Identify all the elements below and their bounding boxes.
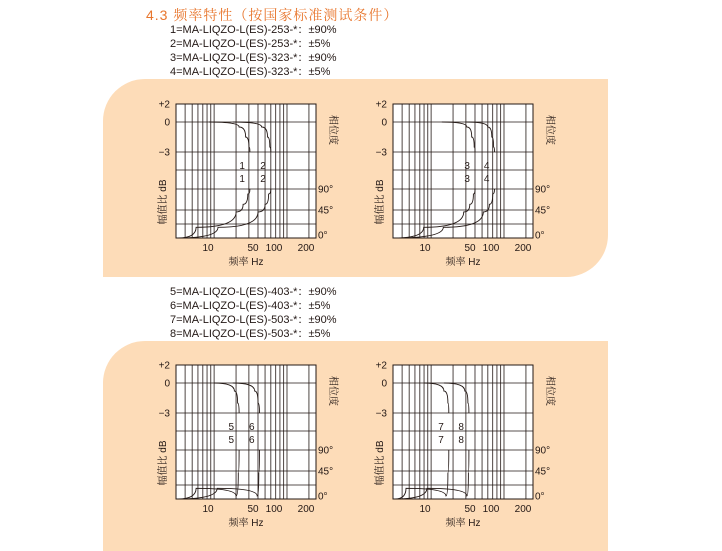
y-tick-label: +2 (375, 99, 387, 111)
curve-label: 2 (260, 161, 266, 172)
y2-tick-label: 0° (535, 491, 545, 503)
curve-label: 3 (464, 161, 470, 172)
y2-axis-label: 相位度 (544, 376, 555, 406)
x-axis-label: 频率 Hz (228, 518, 264, 529)
y-tick-label: 0 (164, 117, 170, 129)
y2-tick-label: 90° (318, 445, 334, 457)
curve-label: 2 (260, 174, 266, 185)
model-list-a (170, 23, 337, 79)
curve-label: 7 (438, 422, 444, 433)
y-axis-label: 幅值比 dB (375, 179, 386, 225)
y2-tick-label: 90° (535, 184, 551, 196)
y-tick-label: 0 (381, 117, 387, 129)
x-tick-label: 100 (265, 504, 283, 515)
x-tick-label: 100 (265, 243, 283, 254)
curve-label: 8 (458, 435, 464, 446)
y-tick-label: +2 (158, 99, 170, 111)
x-tick-label: 50 (247, 504, 259, 515)
y2-axis-label: 相位度 (327, 115, 338, 145)
y-tick-label: −3 (375, 408, 387, 420)
x-tick-label: 200 (514, 243, 532, 254)
curve-label: 4 (483, 174, 490, 185)
y-tick-label: −3 (158, 408, 170, 420)
x-tick-label: 100 (482, 243, 500, 254)
model-line: 2=MA-LIQZO-L(ES)-253-*：±5% (170, 38, 331, 50)
plot-frame (176, 365, 316, 499)
y2-tick-label: 45° (535, 205, 551, 217)
frequency-chart-1-2 (150, 94, 340, 269)
model-line: 4=MA-LIQZO-L(ES)-323-*：±5% (170, 66, 331, 78)
y2-axis-label: 相位度 (544, 115, 555, 145)
x-axis-label: 频率 Hz (445, 257, 481, 268)
curve-label: 8 (458, 422, 464, 433)
y-tick-label: 0 (381, 378, 387, 390)
x-tick-label: 10 (419, 504, 431, 515)
curve-label: 3 (464, 174, 470, 185)
y2-tick-label: 90° (535, 445, 551, 457)
x-tick-label: 10 (202, 243, 214, 254)
model-line: 1=MA-LIQZO-L(ES)-253-*：±90% (170, 24, 337, 36)
model-line: 7=MA-LIQZO-L(ES)-503-*：±90% (170, 314, 337, 326)
y2-tick-label: 0° (318, 491, 328, 503)
x-tick-label: 200 (297, 243, 315, 254)
y-tick-label: −3 (158, 147, 170, 159)
y2-tick-label: 90° (318, 184, 334, 196)
curve-label: 1 (239, 161, 245, 172)
model-list-b (170, 285, 337, 341)
curve-label: 5 (228, 435, 235, 446)
frequency-chart-7-8 (367, 355, 557, 530)
x-tick-label: 10 (202, 504, 214, 515)
y-axis-label: 幅值比 dB (375, 440, 386, 486)
x-tick-label: 100 (482, 504, 500, 515)
x-tick-label: 200 (297, 504, 315, 515)
section-heading: 4.3 频率特性（按国家标准测试条件） (146, 7, 399, 23)
y-axis-label: 幅值比 dB (158, 179, 169, 225)
y2-tick-label: 0° (318, 230, 328, 242)
y2-tick-label: 45° (318, 466, 334, 478)
x-tick-label: 50 (464, 504, 476, 515)
curve-label: 6 (248, 435, 255, 446)
curve-label: 6 (248, 422, 255, 433)
curve-label: 7 (438, 435, 444, 446)
curve-label: 5 (228, 422, 235, 433)
y-tick-label: +2 (375, 360, 387, 372)
y2-tick-label: 45° (535, 466, 551, 478)
model-line: 5=MA-LIQZO-L(ES)-403-*：±90% (170, 286, 337, 298)
x-axis-label: 频率 Hz (445, 518, 481, 529)
y-tick-label: 0 (164, 378, 170, 390)
x-tick-label: 50 (247, 243, 259, 254)
frequency-chart-3-4 (367, 94, 557, 269)
y-axis-label: 幅值比 dB (158, 440, 169, 486)
x-tick-label: 50 (464, 243, 476, 254)
curve-label: 1 (239, 174, 245, 185)
x-tick-label: 10 (419, 243, 431, 254)
plot-frame (176, 104, 316, 238)
y2-tick-label: 0° (535, 230, 545, 242)
model-line: 3=MA-LIQZO-L(ES)-323-*：±90% (170, 52, 337, 64)
y2-axis-label: 相位度 (327, 376, 338, 406)
model-line: 6=MA-LIQZO-L(ES)-403-*：±5% (170, 300, 331, 312)
model-line: 8=MA-LIQZO-L(ES)-503-*：±5% (170, 328, 331, 340)
x-axis-label: 频率 Hz (228, 257, 264, 268)
y-tick-label: −3 (375, 147, 387, 159)
y2-tick-label: 45° (318, 205, 334, 217)
frequency-chart-5-6 (150, 355, 340, 530)
y-tick-label: +2 (158, 360, 170, 372)
x-tick-label: 200 (514, 504, 532, 515)
curve-label: 4 (483, 161, 490, 172)
